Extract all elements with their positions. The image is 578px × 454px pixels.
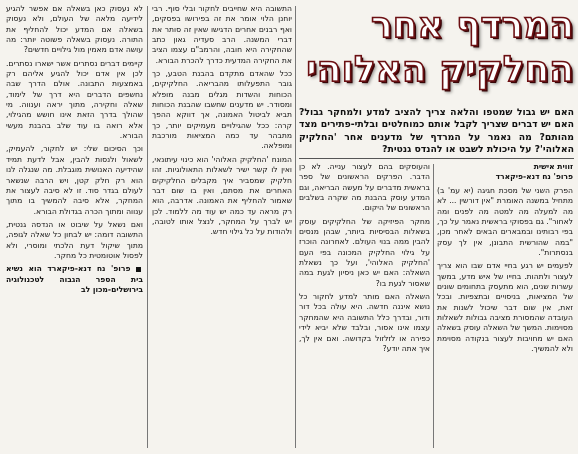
author-note [6, 264, 143, 295]
byline-author: פרופ' נח דנא-פיקארד [495, 172, 573, 181]
paragraph: השאלה האם מותר למדע לחקור כל נושא איננה חדשה. היא עולה בכל דור ודור, ובדרך כלל התשובה היא שהמחקר עצמו אינו אסור, ובלבד שלא יביא לידי כפירה או לזלזול בקדושה. ואם אין לך, איך אתה יודע? [299, 292, 430, 353]
paragraph: והעוסקים בהם לעצור ענייה. לא כן הדבר. הפרקים הראשונים של ספר בראשית מדברים על מעשה הבריאה, וגם המדע עוסק בהבנת מה שקרה בשלבים הראשונים של היקום. [299, 162, 430, 213]
paragraph: התשובה היא שחייבים לחקור ובלי סוף. רבי יוחנן הלוי אומר את זה בפירושו בפסקים, ואף רבנים אחרים הדגישו שאין זה סותר את דברי המשנה. הרב סעדיה גאון כתב שהחקירה היא חובה, והרמב"ם עצמו הציב את החקירה המדעית כדרך להכרת הבורא. [152, 4, 292, 65]
column-right [437, 162, 573, 450]
paragraph: מחקר הפיזיקה של החלקיקים עוסק בשאלות הבסיסיות ביותר, שבהן מנסים להבין ממה בנוי העולם. לאחרונה הוכרז על גילוי החלקיק המכונה בפי העם 'החלקיק האלוהי', ועל כך נשאלת השאלה: האם יש כאן ניסיון לגעת במה שאסור לגעת בו? [299, 216, 430, 288]
paragraph: ואם נשאל על שיבוט או הנדסה גנטית, התשובה דומה: יש לבחון כל שאלה לגופה, מתוך שיקול דעת הלכתי ומוסרי, ולא לפסול אוטומטית כל מחקר. [6, 219, 143, 260]
paragraph: הפרק השני של מסכת חגיגה (יא עמ' ב) מתחיל במשנה האומרת "אין דורשין ... לא מה למעלה מה למטה מה לפנים ומה לאחור". גם בפסוקי בראשית נאמר על כך, בפי רבותינו ובמבארים הבאים לאחר מכן, "במה שהורשית התבונן, אין לך עסק בנסתרות". [437, 186, 573, 258]
byline [437, 162, 573, 182]
paragraph: ככל שהאדם מתקדם בהבנת הטבע, כך גובר התפעלותו מהבריאה. החלקיקים, הכוחות והשדות מגלים מבנה מופלא ומסודר. יש מדענים שחשבו שהבנת הכוחות תביא לביטול האמונה, אך דווקא ההפך קרה: ככל שהגילויים מעמיקים יותר, כך מתבהר עד כמה המציאות מורכבת ומופלאה. [152, 69, 292, 151]
paragraph: המונח 'החלקיק האלוהי' הוא כינוי עיתונאי, ואין לו קשר ישיר לשאלות התאולוגיות. זהו חלקיק שמסביר איך מקבלים החלקיקים האחרים את מסתם, ואין בו שום דבר שאמור להחליף את האמונה. אדרבה, הוא רק מראה עד כמה יש עוד מה ללמוד. לכן יש לברך על המחקר, לנצל אותו לטובה, ולהודות על כל גילוי חדש. [152, 154, 292, 237]
paragraph: לפעמים יש רגע בחיי אדם שבו הוא צריך לעצור ולתהות. בחייו של איש מדע, במשך עשרות שנים, הוא מתעסק בתחומים שונים של המציאות, בניסויים ובתצפיות. ובכל זאת, אין שום דבר שיכול לשנות את העובדה שהמסורת מציבה גבולות לשאלות מסוימות. המשך של השאלה עוסק בשאלה האם יש מחויבות לעצור בנקודה מסוימת ולא להמשיך. [437, 261, 573, 354]
paragraph: קיימים דברים נסתרים אשר ישארו נסתרים. לכן אין אדם יכול להגיע אליהם רק באמצעות התבונה. אולם הדרך שבה נחשפים הדברים היא דרך של לימוד, שאלה וחקירה, מתוך יראה וענווה. מי שהולך בדרך הזאת אינו חושש מהגילוי, אלא רואה בו עוד שלב בהבנת מעשי הבורא. [6, 58, 143, 141]
paragraph: וכך הסיכום שלי: יש לחקור, להעמיק, לשאול ולנסות להבין, אבל לדעת תמיד שהידיעה האנושית מוגבלת. מה שנגלה לנו הוא רק חלק קטן, ויש הרבה שנשאר לעולם בגדר סוד. זו לא סיבה לעצור את המחקר, אלא סיבה להמשיך בו מתוך ענווה ומתוך הכרה בגדולת הבורא. [6, 144, 143, 216]
article-title [298, 4, 574, 104]
column-middle-left [152, 4, 292, 450]
column-left [6, 4, 143, 450]
column-divider [295, 6, 296, 448]
column-middle [299, 162, 430, 450]
column-divider [433, 164, 434, 448]
end-mark-icon [136, 267, 141, 272]
author-note-text: פרופ' נח דנא-פיקארד הוא נשיא בית הספר הגבוה לטכנולוגיה בירושלים-מכון לב [6, 264, 143, 294]
column-divider [147, 6, 148, 448]
subhead-divider [299, 158, 574, 159]
title-line-1: המרדף אחר [370, 5, 574, 46]
paragraph: לא נעסוק כאן בשאלה אם אפשר להגיע לידיעה מלאה של העולם, ולא נעסוק בשאלה אם המדע יכול להחליף את התורה. נעסוק בשאלה פשוטה יותר: מה עושה אדם מאמין מול גילויים חדשים? [6, 4, 143, 55]
byline-label: זווית אישית [533, 162, 573, 171]
title-line-2: החלקיק האלוהי [306, 49, 574, 90]
article-subhead: האם יש גבול שמטפו והלאה צריך להציב למדע ולמחקר גבול? האם יש דברים שצריך לקבל אותם כמוחלטים ובלתי-פתירים מצד מהותם? מה נאמר על המרדף של מדענים אחר 'החלקיק האלוהי'? על היכולת לשבט או להנדס גנטית? [299, 107, 574, 156]
